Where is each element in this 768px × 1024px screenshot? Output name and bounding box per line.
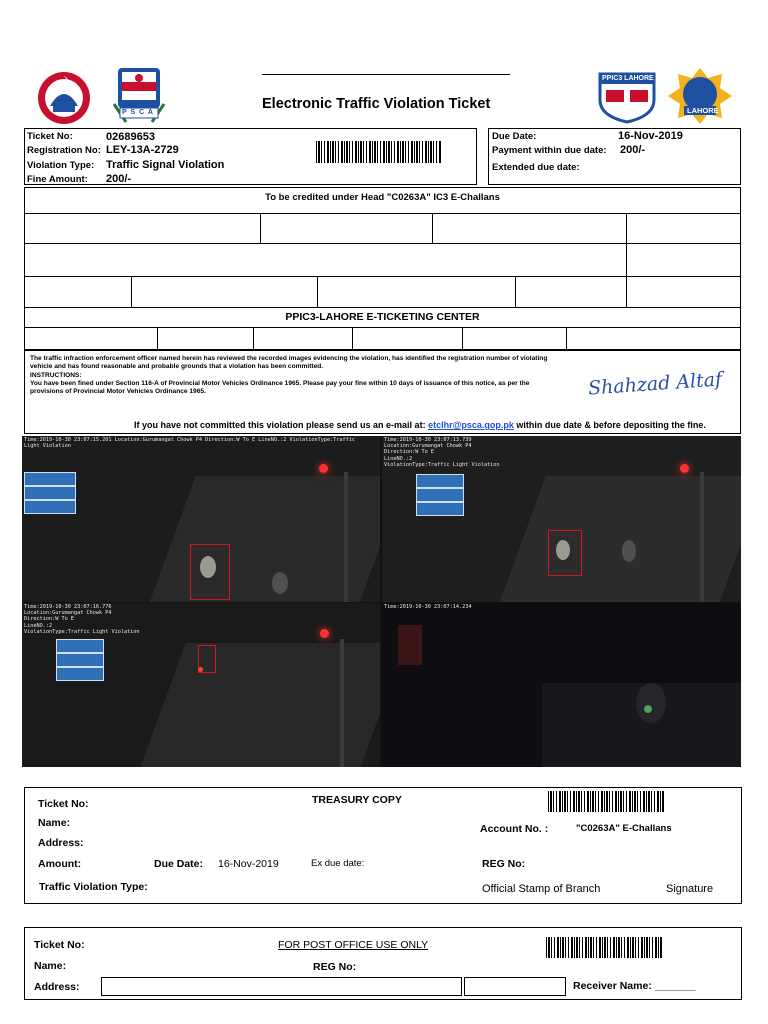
violation-type-label: Violation Type: <box>27 160 95 171</box>
email-link[interactable]: etclhr@psca.gop.pk <box>428 420 514 430</box>
ppic3-logo-text: PPIC3 LAHORE <box>602 75 654 82</box>
credit-head-text: To be credited under Head "C0263A" IC3 E-Challans <box>265 192 500 203</box>
page-title: Electronic Traffic Violation Ticket <box>262 96 491 112</box>
credit-col-line <box>317 276 318 307</box>
post-ticket-no-label: Ticket No: <box>34 939 85 951</box>
psca-logo-text: P S C A <box>122 109 154 116</box>
payment-within-label: Payment within due date: <box>492 145 607 156</box>
credit-col-line <box>131 276 132 307</box>
notice-text <box>30 355 550 396</box>
post-office-title: FOR POST OFFICE USE ONLY <box>278 939 429 951</box>
psca-logo <box>108 64 170 124</box>
treasury-barcode <box>548 791 665 812</box>
vehicle-light <box>644 705 652 713</box>
officer-signature: Shahzad Altaf <box>587 368 723 400</box>
road-sign <box>56 667 104 681</box>
fine-amount-value: 200/- <box>106 173 132 185</box>
post-receiver-label: Receiver Name: _______ <box>573 980 696 992</box>
post-name-label: Name: <box>34 960 67 972</box>
treasury-due-date-value: 16-Nov-2019 <box>218 858 279 870</box>
registration-label: Registration No: <box>27 145 101 156</box>
city-traffic-logo-text: LAHORE <box>687 106 719 115</box>
vehicle <box>272 572 288 594</box>
treasury-ex-due-label: Ex due date: <box>311 858 365 869</box>
camera-2-overlay: Time:2019-10-30 23:07:13.739 Location:Gurumangat Chowk P4 Direction:W To E LineNO.:2 ViolationType:Traffic Light Violation <box>384 437 500 468</box>
treasury-account-label: Account No. : <box>480 823 549 835</box>
ticket-barcode <box>316 141 442 163</box>
ticket-no-value: 02689653 <box>106 131 155 143</box>
camera-1-overlay: Time:2019-10-30 23:07:15.201 Location:Gurumangat Chowk P4 Direction:W To E LineNO.:2 ViolationType:Traffic Light Violation <box>24 437 356 450</box>
credit-row-line <box>24 307 741 308</box>
camera-images-panel <box>22 436 741 767</box>
instructions-label: INSTRUCTIONS: <box>30 371 82 379</box>
post-reg-label: REG No: <box>313 961 357 973</box>
treasury-copy-title: TREASURY COPY <box>312 794 402 806</box>
road-sign <box>56 639 104 653</box>
payment-within-value: 200/- <box>620 144 646 156</box>
treasury-signature-label: Signature <box>666 883 714 895</box>
registration-value: LEY-13A-2729 <box>106 144 179 156</box>
vehicle <box>622 540 636 562</box>
treasury-amount-label: Amount: <box>38 858 82 870</box>
vehicle-light <box>200 556 216 578</box>
post-barcode <box>546 937 663 958</box>
post-address-label: Address: <box>34 981 80 993</box>
signal-pole <box>340 639 344 767</box>
credit-col-line <box>157 327 158 350</box>
credit-col-line <box>626 213 627 307</box>
road-sign <box>24 486 76 500</box>
signal-pole <box>700 472 704 602</box>
vehicle-light <box>556 540 570 560</box>
camera-4-overlay: Time:2019-10-30 23:07:14.234 <box>384 604 472 610</box>
notice-paragraph-1: The traffic infraction enforcement officer named herein has reviewed the recorded images evidencing the violation, has identified the registration number of violating vehicle and has found reasonable and probable grounds that a violation has been committed. <box>30 355 548 371</box>
email-line <box>134 420 706 430</box>
camera-3-overlay: Time:2019-10-30 23:07:16.776 Location:Gurumangat Chowk P4 Direction:W To E LineNO.:2 ViolationType:Traffic Light Violation <box>24 604 140 635</box>
treasury-name-label: Name: <box>38 817 71 829</box>
extended-due-label: Extended due date: <box>492 162 580 173</box>
road-sign <box>416 502 464 516</box>
red-signal-light <box>680 464 689 473</box>
fine-amount-label: Fine Amount: <box>27 174 88 185</box>
signal-pole <box>344 472 348 602</box>
camera-image-3 <box>22 603 380 767</box>
road-sign <box>416 488 464 502</box>
post-address-field-2[interactable] <box>464 977 566 996</box>
camera-image-4 <box>382 603 741 767</box>
post-address-field[interactable] <box>101 977 462 996</box>
shop-sign-glow <box>398 625 422 665</box>
credit-col-line <box>515 276 516 307</box>
credit-col-line <box>352 327 353 350</box>
camera-image-1 <box>22 436 380 602</box>
road-sign <box>416 474 464 488</box>
credit-col-line <box>566 327 567 350</box>
credit-col-line <box>432 213 433 243</box>
due-date-label: Due Date: <box>492 131 537 142</box>
treasury-ticket-no-label: Ticket No: <box>38 798 89 810</box>
credit-col-line <box>462 327 463 350</box>
due-date-value: 16-Nov-2019 <box>618 130 683 142</box>
treasury-stamp-label: Official Stamp of Branch <box>482 883 601 895</box>
road <box>498 476 741 602</box>
email-line-after: within due date & before depositing the fine. <box>516 420 706 430</box>
credit-table <box>24 187 741 350</box>
credit-col-line <box>253 327 254 350</box>
road-sign <box>24 500 76 514</box>
vehicle <box>636 683 666 723</box>
road-sign <box>24 472 76 486</box>
notice-paragraph-2: You have been fined under Section 116-A of Provincial Motor Vehicles Ordinance 1965. Please pay your fine within 10 days of issuance of this notice, as per the provisions of Provincial Motor Vehicles Ordinance 1965. <box>30 379 530 396</box>
header-underline <box>262 74 510 75</box>
email-line-before: If you have not committed this violation please send us an e-mail at: <box>134 420 426 430</box>
treasury-address-label: Address: <box>38 837 84 849</box>
city-traffic-police-logo <box>666 66 734 126</box>
credit-row-line <box>24 327 741 328</box>
credit-row-line <box>24 243 741 244</box>
treasury-violation-type-label: Traffic Violation Type: <box>39 881 148 893</box>
camera-image-2 <box>382 436 741 602</box>
punjab-police-logo <box>33 70 95 126</box>
red-signal-light <box>320 629 329 638</box>
road-sign <box>56 653 104 667</box>
eticketing-center-title: PPIC3-LAHORE E-TICKETING CENTER <box>285 311 480 323</box>
ticket-no-label: Ticket No: <box>27 131 73 142</box>
vehicle-light <box>198 667 203 672</box>
red-signal-light <box>319 464 328 473</box>
treasury-account-value: "C0263A" E-Challans <box>576 823 672 834</box>
violation-type-value: Traffic Signal Violation <box>106 159 225 171</box>
ppic3-lahore-logo <box>594 70 660 124</box>
treasury-due-date-label: Due Date: <box>154 858 204 870</box>
treasury-reg-label: REG No: <box>482 858 526 870</box>
credit-col-line <box>260 213 261 243</box>
credit-row-line <box>24 213 741 214</box>
